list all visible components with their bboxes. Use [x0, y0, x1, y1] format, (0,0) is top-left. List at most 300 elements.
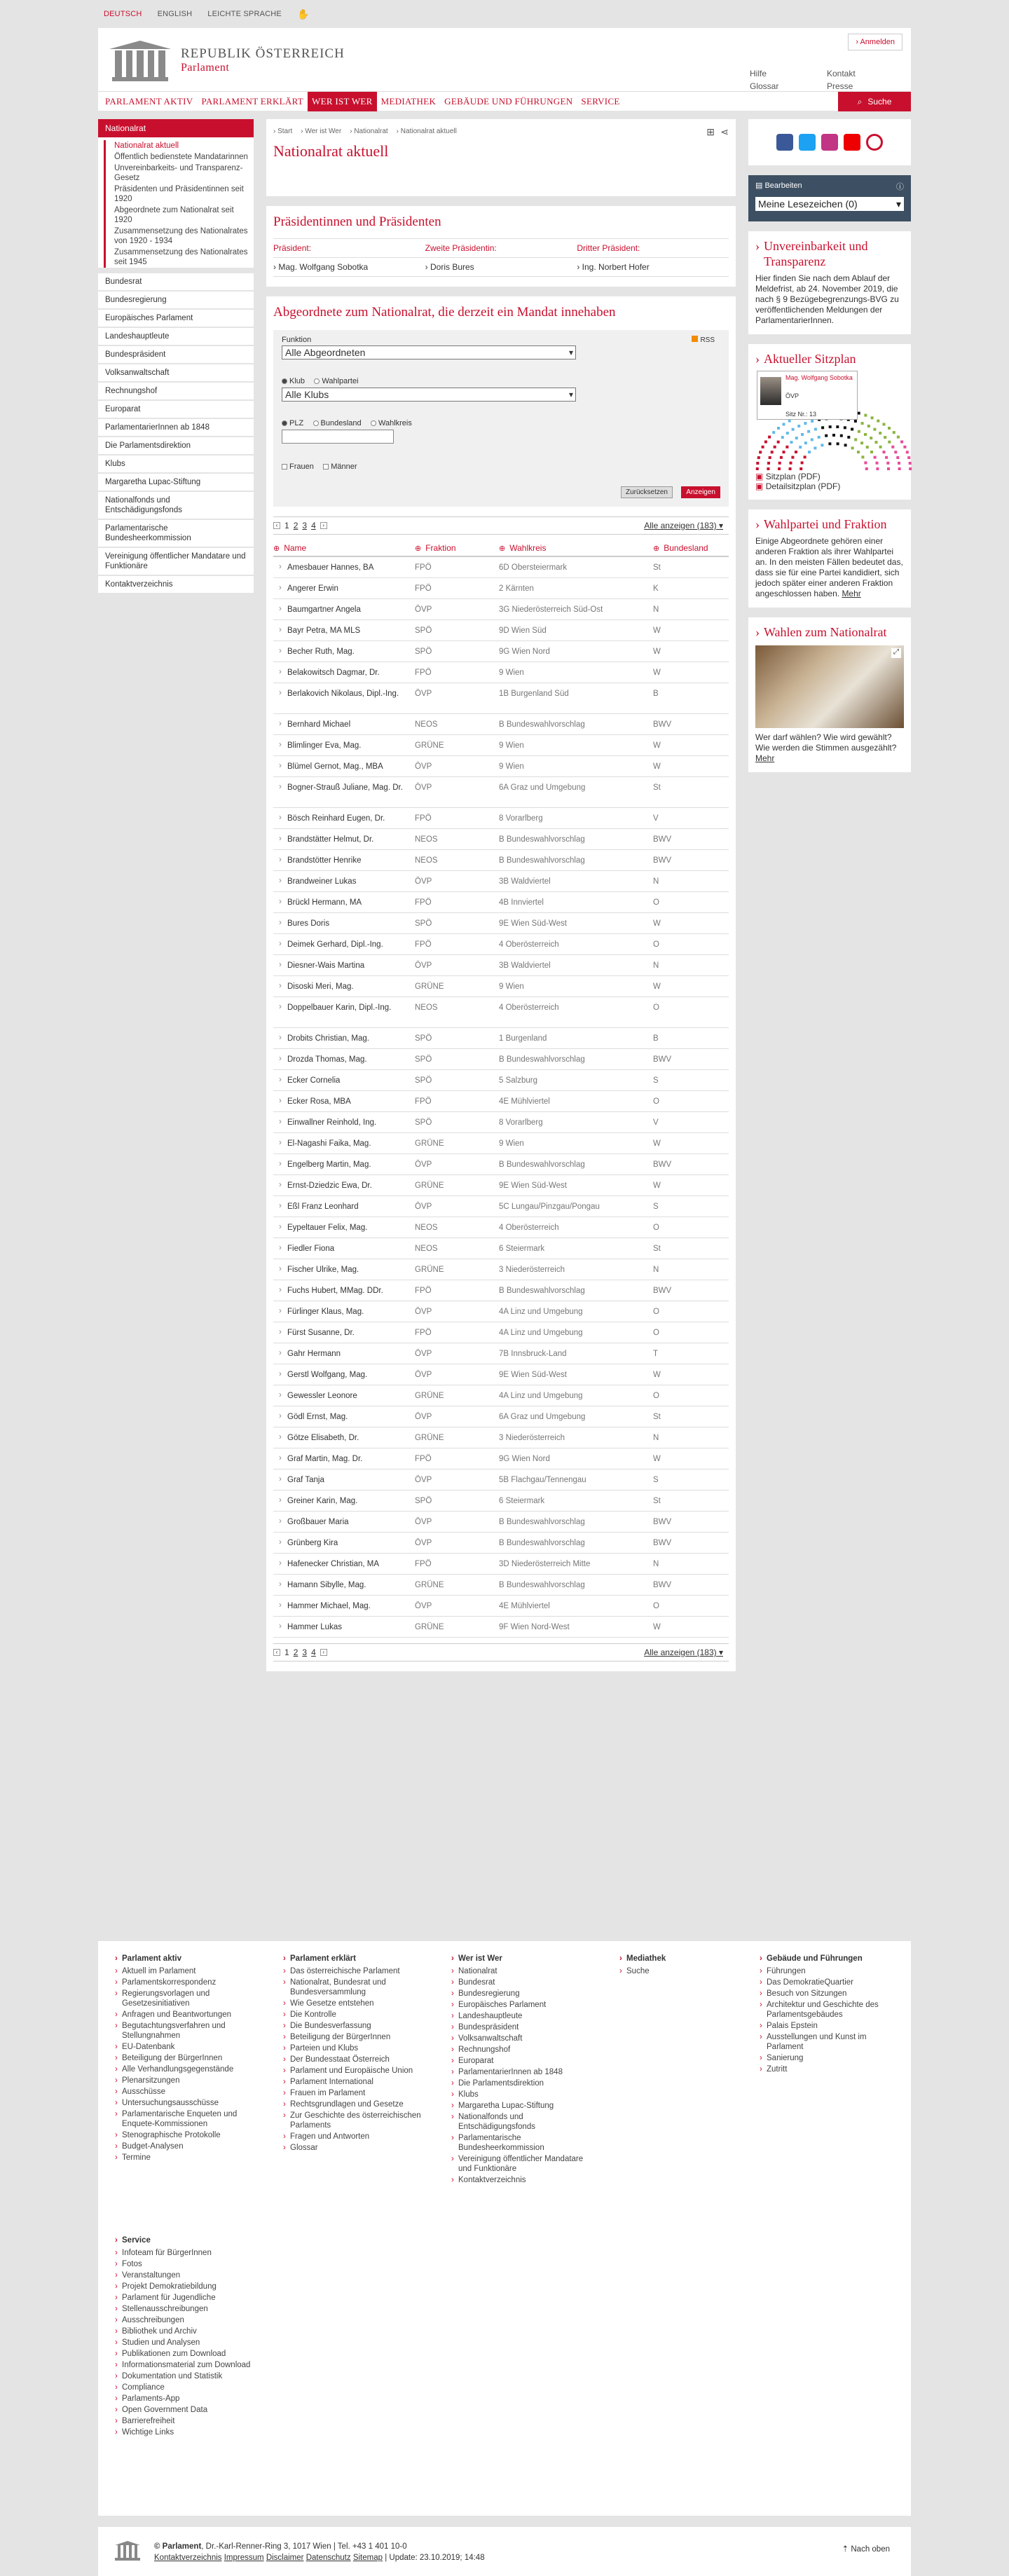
third-president-link[interactable]: › Ing. Norbert Hofer: [577, 262, 650, 272]
deputy-name[interactable]: › Graf Martin, Mag. Dr.: [273, 1454, 415, 1464]
table-row[interactable]: [273, 1617, 729, 1638]
youtube-icon[interactable]: [844, 134, 860, 151]
footer-col-heading[interactable]: › Parlament aktiv: [115, 1954, 255, 1964]
wahlpartei-more-link[interactable]: Mehr: [842, 589, 861, 598]
table-row[interactable]: [273, 1259, 729, 1280]
footer-link[interactable]: › Budget-Analysen: [115, 2142, 255, 2151]
table-row[interactable]: [273, 599, 729, 620]
sidebar: [98, 119, 254, 594]
table-row[interactable]: [273, 1469, 729, 1491]
reset-button[interactable]: Zurücksetzen: [621, 486, 673, 498]
footer-col-heading[interactable]: › Mediathek: [619, 1954, 760, 1964]
footer-link[interactable]: › Beteiligung der BürgerInnen: [283, 2032, 423, 2042]
table-row[interactable]: [273, 777, 729, 808]
sidebar-item-1[interactable]: Bundesregierung: [98, 292, 254, 310]
footer-link[interactable]: › Parlament International: [283, 2077, 423, 2087]
login-button[interactable]: › Anmelden: [848, 34, 902, 50]
deputy-name[interactable]: › Bures Doris: [273, 919, 415, 929]
deputy-name[interactable]: › Ecker Cornelia: [273, 1076, 415, 1085]
sidebar-item-7[interactable]: Europarat: [98, 401, 254, 419]
page-2[interactable]: 2: [293, 521, 298, 530]
lang-deutsch[interactable]: DEUTSCH: [104, 10, 142, 18]
footer-link[interactable]: › Kontaktverzeichnis: [451, 2175, 591, 2185]
table-row[interactable]: [273, 1406, 729, 1427]
footer-link[interactable]: › Aktuell im Parlament: [115, 1966, 255, 1976]
footer-col-heading[interactable]: › Parlament erklärt: [283, 1954, 423, 1964]
table-row[interactable]: [273, 714, 729, 735]
table-row[interactable]: [273, 997, 729, 1028]
deputy-name[interactable]: › Drobits Christian, Mag.: [273, 1034, 415, 1043]
bookmarks-select[interactable]: Meine Lesezeichen (0) ▾: [755, 197, 904, 211]
footer-link[interactable]: › Stenographische Protokolle: [115, 2130, 255, 2140]
table-row[interactable]: [273, 735, 729, 756]
crumb-2[interactable]: › Nationalrat: [350, 128, 388, 135]
sidebar-sub-4[interactable]: Abgeordnete zum Nationalrat seit 1920: [114, 206, 234, 224]
deputy-name[interactable]: › Götze Elisabeth, Dr.: [273, 1433, 415, 1443]
show-all-link[interactable]: Alle anzeigen (183) ▾: [644, 521, 723, 530]
table-row[interactable]: [273, 641, 729, 662]
footer-link[interactable]: › Europäisches Parlament: [451, 2000, 591, 2010]
deputy-name[interactable]: › Einwallner Reinhold, Ing.: [273, 1118, 415, 1128]
press-link[interactable]: Presse: [827, 81, 853, 91]
deputy-fraktion: ÖVP: [415, 1518, 432, 1526]
deputy-name[interactable]: › Brandstötter Henrike: [273, 856, 415, 865]
next-page-icon[interactable]: ›: [320, 1649, 327, 1656]
footer-link[interactable]: › ParlamentarierInnen ab 1848: [451, 2067, 591, 2077]
page-1[interactable]: 1: [284, 521, 289, 530]
table-row[interactable]: [273, 1575, 729, 1596]
footer-link[interactable]: › Zur Geschichte des österreichischen Parlaments: [283, 2111, 423, 2130]
klub-select[interactable]: Alle Klubs ▾: [282, 388, 576, 402]
footer-link[interactable]: › Stellenausschreibungen: [115, 2304, 269, 2314]
share-icon[interactable]: ⋖: [720, 126, 729, 137]
bottom-link-impressum[interactable]: Impressum: [224, 2554, 264, 2562]
wahlen-more-link[interactable]: Mehr: [755, 753, 775, 763]
deputy-bundesland: O: [653, 1392, 659, 1400]
page-4[interactable]: 4: [311, 1647, 316, 1657]
check-maenner[interactable]: Männer: [323, 463, 357, 471]
unvereinbarkeit-title[interactable]: › Unvereinbarkeit und Transparenz: [755, 238, 904, 269]
sitzplan-title[interactable]: › Aktueller Sitzplan: [755, 351, 904, 366]
footer-link[interactable]: › Begutachtungsverfahren und Stellungnahmen: [115, 2021, 255, 2041]
table-row[interactable]: [273, 1154, 729, 1175]
footer-link[interactable]: › Glossar: [283, 2143, 423, 2153]
detailsitzplan-pdf-link[interactable]: ▣ Detailsitzplan (PDF): [755, 481, 841, 491]
table-row[interactable]: [273, 1175, 729, 1196]
deputy-name[interactable]: › Brandstätter Helmut, Dr.: [273, 835, 415, 844]
footer-link[interactable]: › Wie Gesetze entstehen: [283, 1999, 423, 2008]
deputy-name[interactable]: › Gewessler Leonore: [273, 1391, 415, 1401]
footer-link[interactable]: › Plenarsitzungen: [115, 2076, 255, 2085]
table-row[interactable]: [273, 1554, 729, 1575]
footer-link[interactable]: › Ausstellungen und Kunst im Parlament: [760, 2032, 900, 2052]
deputy-name[interactable]: › Gahr Hermann: [273, 1349, 415, 1359]
col-bundesland[interactable]: ⊕ Bundesland: [653, 543, 730, 553]
deputy-name[interactable]: › Hammer Lukas: [273, 1622, 415, 1632]
sidebar-item-11[interactable]: Margaretha Lupac-Stiftung: [98, 474, 254, 492]
plz-input[interactable]: [282, 430, 394, 444]
sidebar-sub-6[interactable]: Zusammensetzung des Nationalrates seit 1945: [114, 248, 248, 266]
footer-link[interactable]: › Parlament und Europäische Union: [283, 2066, 423, 2076]
deputy-name[interactable]: › Fuchs Hubert, MMag. DDr.: [273, 1286, 415, 1296]
footer-link[interactable]: › Frauen im Parlament: [283, 2088, 423, 2098]
deputy-name[interactable]: › Blümel Gernot, Mag., MBA: [273, 762, 415, 772]
deputy-name[interactable]: › Fischer Ulrike, Mag.: [273, 1265, 415, 1275]
footer-link[interactable]: › Parlaments-App: [115, 2394, 269, 2404]
table-row[interactable]: [273, 913, 729, 934]
sidebar-item-0[interactable]: Bundesrat: [98, 273, 254, 292]
footer-link[interactable]: › Der Bundesstaat Österreich: [283, 2055, 423, 2064]
deputy-name[interactable]: › Deimek Gerhard, Dipl.-Ing.: [273, 940, 415, 950]
table-row[interactable]: [273, 1343, 729, 1364]
table-row[interactable]: [273, 955, 729, 976]
footer-link[interactable]: › Open Government Data: [115, 2405, 269, 2415]
table-row[interactable]: [273, 1322, 729, 1343]
deputy-name[interactable]: › Ernst-Dziedzic Ewa, Dr.: [273, 1181, 415, 1191]
radio-bundesland[interactable]: Bundesland: [313, 419, 362, 427]
deputy-name[interactable]: › Gödl Ernst, Mag.: [273, 1412, 415, 1422]
nav-parlament-erklaert[interactable]: PARLAMENT ERKLÄRT: [201, 95, 304, 107]
page-1[interactable]: 1: [284, 1647, 289, 1657]
radio-klub[interactable]: Klub: [282, 377, 305, 385]
contact-link[interactable]: Kontakt: [827, 69, 856, 78]
table-row[interactable]: [273, 976, 729, 997]
footer-link[interactable]: › Compliance: [115, 2383, 269, 2392]
deputy-name[interactable]: › Brückl Hermann, MA: [273, 898, 415, 907]
footer-link[interactable]: › Termine: [115, 2153, 255, 2163]
table-row[interactable]: [273, 1448, 729, 1469]
radio-wahlkreis[interactable]: Wahlkreis: [371, 419, 412, 427]
footer-link[interactable]: › Parlamentarische Bundesheerkommission: [451, 2133, 591, 2153]
deputy-name[interactable]: › Bayr Petra, MA MLS: [273, 626, 415, 636]
sitzplan-image[interactable]: [755, 371, 904, 469]
table-row[interactable]: [273, 1280, 729, 1301]
table-row[interactable]: [273, 1112, 729, 1133]
footer-link[interactable]: › Bundespräsident: [451, 2022, 591, 2032]
deputy-name[interactable]: › El-Nagashi Faika, Mag.: [273, 1139, 415, 1149]
search-button[interactable]: ⌕ Suche: [838, 92, 911, 111]
footer-link[interactable]: › EU-Datenbank: [115, 2042, 255, 2052]
footer-link[interactable]: › Parlamentarische Enqueten und Enquete-Kommissionen: [115, 2109, 255, 2129]
sidebar-item-12[interactable]: Nationalfonds und Entschädigungsfonds: [98, 492, 254, 520]
deputy-name[interactable]: › Doppelbauer Karin, Dipl.-Ing.: [273, 1003, 415, 1022]
info-icon[interactable]: ⓘ: [896, 183, 904, 191]
footer-link[interactable]: › Margaretha Lupac-Stiftung: [451, 2101, 591, 2111]
sidebar-item-9[interactable]: Die Parlamentsdirektion: [98, 437, 254, 455]
table-row[interactable]: [273, 1491, 729, 1512]
footer-link[interactable]: › Die Parlamentsdirektion: [451, 2078, 591, 2088]
footer-link[interactable]: › Ausschreibungen: [115, 2315, 269, 2325]
deputy-name[interactable]: › Greiner Karin, Mag.: [273, 1496, 415, 1506]
sidebar-item-4[interactable]: Bundespräsident: [98, 346, 254, 364]
footer-link[interactable]: › Palais Epstein: [760, 2021, 900, 2031]
footer-link[interactable]: › Vereinigung öffentlicher Mandatare und Funktionäre: [451, 2154, 591, 2174]
bottom-link-datenschutz[interactable]: Datenschutz: [306, 2554, 351, 2562]
president-link[interactable]: › Mag. Wolfgang Sobotka: [273, 262, 369, 272]
crumb-0[interactable]: › Start: [273, 128, 293, 135]
sidebar-item-15[interactable]: Kontaktverzeichnis: [98, 576, 254, 594]
rss-link[interactable]: RSS: [692, 336, 715, 344]
footer-link[interactable]: › Parlament für Jugendliche: [115, 2293, 269, 2303]
footer-link[interactable]: › Besuch von Sitzungen: [760, 1989, 900, 1999]
footer-link[interactable]: › Bundesrat: [451, 1978, 591, 1987]
footer-link[interactable]: › Parlamentskorrespondenz: [115, 1978, 255, 1987]
facebook-icon[interactable]: [776, 134, 793, 151]
wahlen-title[interactable]: › Wahlen zum Nationalrat: [755, 624, 904, 640]
newsletter-icon[interactable]: [866, 134, 883, 151]
deputy-name[interactable]: › Diesner-Wais Martina: [273, 961, 415, 971]
footer-link[interactable]: › Informationsmaterial zum Download: [115, 2360, 269, 2370]
update-info: | Update: 23.10.2019; 14:48: [385, 2554, 485, 2562]
sidebar-sub-2[interactable]: Unvereinbarkeits- und Transparenz-Gesetz: [114, 164, 243, 182]
table-row[interactable]: [273, 756, 729, 777]
footer-link[interactable]: › Die Bundesverfassung: [283, 2021, 423, 2031]
footer-link[interactable]: › Landeshauptleute: [451, 2011, 591, 2021]
deputy-name[interactable]: › Grünberg Kira: [273, 1538, 415, 1548]
footer-link[interactable]: › Dokumentation und Statistik: [115, 2371, 269, 2381]
deputy-name[interactable]: › Blimlinger Eva, Mag.: [273, 741, 415, 751]
deputy-wahlkreis: 4A Linz und Umgebung: [499, 1392, 583, 1400]
deputy-name[interactable]: › Eypeltauer Felix, Mag.: [273, 1223, 415, 1233]
footer-link[interactable]: › Architektur und Geschichte des Parlamentsgebäudes: [760, 2000, 900, 2020]
deputy-fraktion: FPÖ: [415, 1287, 432, 1295]
col-fraktion[interactable]: ⊕ Fraktion: [415, 543, 499, 553]
footer-link[interactable]: › Barrierefreiheit: [115, 2416, 269, 2426]
deputy-name[interactable]: › Gerstl Wolfgang, Mag.: [273, 1370, 415, 1380]
deputy-name[interactable]: › Belakowitsch Dagmar, Dr.: [273, 668, 415, 678]
footer-link[interactable]: › Das DemokratieQuartier: [760, 1978, 900, 1987]
sidebar-sub-5[interactable]: Zusammensetzung des Nationalrates von 1920 - 1934: [114, 227, 248, 245]
footer-link[interactable]: › Rechtsgrundlagen und Gesetze: [283, 2099, 423, 2109]
seat: [837, 442, 839, 445]
footer-link[interactable]: › Nationalfonds und Entschädigungsfonds: [451, 2112, 591, 2132]
footer-link[interactable]: › Publikationen zum Download: [115, 2349, 269, 2359]
deputy-name[interactable]: › Baumgartner Angela: [273, 605, 415, 615]
deputy-name[interactable]: › Angerer Erwin: [273, 584, 415, 594]
table-row[interactable]: [273, 892, 729, 913]
zoom-icon[interactable]: ⤢: [891, 648, 901, 658]
footer-col-heading[interactable]: › Gebäude und Führungen: [760, 1954, 900, 1964]
footer-link[interactable]: › Ausschüsse: [115, 2087, 255, 2097]
table-row[interactable]: [273, 1091, 729, 1112]
deputy-name[interactable]: › Bernhard Michael: [273, 720, 415, 729]
deputy-name[interactable]: › Bösch Reinhard Eugen, Dr.: [273, 814, 415, 823]
col-wahlkreis[interactable]: ⊕ Wahlkreis: [499, 543, 653, 553]
sidebar-item-8[interactable]: ParlamentarierInnen ab 1848: [98, 419, 254, 437]
footer-link[interactable]: › Europarat: [451, 2056, 591, 2066]
table-row[interactable]: [273, 871, 729, 892]
sitzplan-pdf-link[interactable]: ▣ Sitzplan (PDF): [755, 472, 821, 481]
footer-link[interactable]: › Sanierung: [760, 2053, 900, 2063]
lang-leichte-sprache[interactable]: LEICHTE SPRACHE: [207, 10, 282, 18]
deputy-name[interactable]: › Fiedler Fiona: [273, 1244, 415, 1254]
second-president-link[interactable]: › Doris Bures: [425, 262, 474, 272]
footer-col-heading[interactable]: › Wer ist Wer: [451, 1954, 591, 1964]
crumb-1[interactable]: › Wer ist Wer: [301, 128, 342, 135]
table-row[interactable]: [273, 1385, 729, 1406]
sidebar-item-3[interactable]: Landeshauptleute: [98, 328, 254, 346]
deputy-wahlkreis: 4A Linz und Umgebung: [499, 1329, 583, 1337]
footer-link[interactable]: › Die Kontrolle: [283, 2010, 423, 2020]
nav-parlament-aktiv[interactable]: PARLAMENT AKTIV: [105, 95, 193, 107]
bottom-link-kontakt[interactable]: Kontaktverzeichnis: [154, 2554, 222, 2562]
table-row[interactable]: [273, 1596, 729, 1617]
arrow-up-icon: ⇡: [842, 2545, 849, 2554]
deputy-name[interactable]: › Berlakovich Nikolaus, Dipl.-Ing.: [273, 689, 415, 708]
page-3[interactable]: 3: [302, 1647, 308, 1657]
sidebar-item-13[interactable]: Parlamentarische Bundesheerkommission: [98, 520, 254, 548]
deputy-name[interactable]: › Engelberg Martin, Mag.: [273, 1160, 415, 1170]
table-row[interactable]: [273, 1196, 729, 1217]
deputy-name[interactable]: › Amesbauer Hannes, BA: [273, 563, 415, 573]
deputy-name[interactable]: › Ecker Rosa, MBA: [273, 1097, 415, 1107]
sidebar-item-14[interactable]: Vereinigung öffentlicher Mandatare und Funktionäre: [98, 548, 254, 576]
deputy-fraktion: FPÖ: [415, 814, 432, 823]
deputy-bundesland: S: [653, 1476, 659, 1484]
nav-gebaeude[interactable]: GEBÄUDE UND FÜHRUNGEN: [444, 95, 573, 107]
deputy-name[interactable]: › Bogner-Strauß Juliane, Mag. Dr.: [273, 783, 415, 802]
footer-link[interactable]: › Zutritt: [760, 2064, 900, 2074]
deputy-name[interactable]: › Fürst Susanne, Dr.: [273, 1328, 415, 1338]
glossary-link[interactable]: Glossar: [750, 81, 779, 91]
footer-link[interactable]: › Untersuchungsausschüsse: [115, 2098, 255, 2108]
table-row[interactable]: [273, 662, 729, 683]
page-2[interactable]: 2: [293, 1647, 298, 1657]
prev-page-icon[interactable]: ‹: [273, 522, 280, 529]
help-link[interactable]: Hilfe: [750, 69, 767, 78]
table-row[interactable]: [273, 850, 729, 871]
table-row[interactable]: [273, 829, 729, 850]
sidebar-item-2[interactable]: Europäisches Parlament: [98, 310, 254, 328]
footer-link[interactable]: › Nationalrat, Bundesrat und Bundesversammlung: [283, 1978, 423, 1997]
nav-service[interactable]: SERVICE: [581, 95, 620, 107]
table-row[interactable]: [273, 1238, 729, 1259]
twitter-icon[interactable]: [799, 134, 816, 151]
footer-link[interactable]: › Veranstaltungen: [115, 2270, 269, 2280]
footer-col-heading[interactable]: › Service: [115, 2235, 269, 2245]
page-3[interactable]: 3: [302, 521, 308, 530]
bearbeiten-label[interactable]: Bearbeiten: [764, 181, 802, 190]
seat: [864, 414, 867, 417]
deputy-name[interactable]: › Disoski Meri, Mag.: [273, 982, 415, 992]
footer-link[interactable]: › Klubs: [451, 2090, 591, 2099]
radio-wahlpartei[interactable]: Wahlpartei: [314, 377, 358, 385]
table-row[interactable]: [273, 1070, 729, 1091]
col-name[interactable]: ⊕ Name: [273, 543, 415, 553]
table-row[interactable]: [273, 934, 729, 955]
table-row[interactable]: [273, 1364, 729, 1385]
sidebar-item-6[interactable]: Rechnungshof: [98, 383, 254, 401]
table-row[interactable]: [273, 683, 729, 714]
ballot-image[interactable]: [755, 645, 904, 728]
footer-link[interactable]: › Nationalrat: [451, 1966, 591, 1976]
footer-link[interactable]: › Rechnungshof: [451, 2045, 591, 2055]
radio-plz[interactable]: PLZ: [282, 419, 303, 427]
table-row[interactable]: [273, 1427, 729, 1448]
check-frauen[interactable]: Frauen: [282, 463, 314, 471]
table-row[interactable]: [273, 1049, 729, 1070]
table-row[interactable]: [273, 1028, 729, 1049]
deputy-name[interactable]: › Drozda Thomas, Mag.: [273, 1055, 415, 1064]
bottom-link-disclaimer[interactable]: Disclaimer: [266, 2554, 304, 2562]
deputy-name[interactable]: › Brandweiner Lukas: [273, 877, 415, 886]
wahlpartei-title[interactable]: › Wahlpartei und Fraktion: [755, 516, 904, 532]
sidebar-head-nationalrat[interactable]: Nationalrat: [98, 119, 254, 137]
footer-link[interactable]: › Anfragen und Beantwortungen: [115, 2010, 255, 2020]
deputy-name[interactable]: › Becher Ruth, Mag.: [273, 647, 415, 657]
show-button[interactable]: Anzeigen: [681, 486, 720, 498]
footer-link[interactable]: › Bibliothek und Archiv: [115, 2327, 269, 2336]
table-row[interactable]: [273, 557, 729, 578]
footer-link[interactable]: › Fotos: [115, 2259, 269, 2269]
prev-page-icon[interactable]: ‹: [273, 1649, 280, 1656]
deputy-name[interactable]: › Fürlinger Klaus, Mag.: [273, 1307, 415, 1317]
footer-link[interactable]: › Das österreichische Parlament: [283, 1966, 423, 1976]
sidebar-item-10[interactable]: Klubs: [98, 455, 254, 474]
footer-link[interactable]: › Regierungsvorlagen und Gesetzesinitiativen: [115, 1989, 255, 2008]
nav-wer-ist-wer[interactable]: WER IST WER: [308, 92, 377, 111]
table-row[interactable]: [273, 620, 729, 641]
bottom-link-sitemap[interactable]: Sitemap: [352, 2554, 383, 2562]
deputy-name[interactable]: › Hafenecker Christian, MA: [273, 1559, 415, 1569]
funktion-select[interactable]: Alle Abgeordneten ▾: [282, 345, 576, 359]
footer-link[interactable]: › Infoteam für BürgerInnen: [115, 2248, 269, 2258]
table-row[interactable]: [273, 1133, 729, 1154]
sidebar-sub-0[interactable]: Nationalrat aktuell: [114, 142, 179, 150]
footer-link[interactable]: › Studien und Analysen: [115, 2338, 269, 2348]
next-page-icon[interactable]: ›: [320, 522, 327, 529]
deputy-name[interactable]: › Hammer Michael, Mag.: [273, 1601, 415, 1611]
footer-link[interactable]: › Volksanwaltschaft: [451, 2034, 591, 2043]
footer-link[interactable]: › Suche: [619, 1966, 760, 1976]
right-column: [748, 119, 911, 772]
deputy-name[interactable]: › Hamann Sibylle, Mag.: [273, 1580, 415, 1590]
table-row[interactable]: [273, 1217, 729, 1238]
footer-link[interactable]: › Alle Verhandlungsgegenstände: [115, 2064, 255, 2074]
lang-english[interactable]: ENGLISH: [157, 10, 193, 18]
sidebar-item-5[interactable]: Volksanwaltschaft: [98, 364, 254, 383]
deputy-name[interactable]: › Eßl Franz Leonhard: [273, 1202, 415, 1212]
table-row[interactable]: [273, 1301, 729, 1322]
show-all-link[interactable]: Alle anzeigen (183) ▾: [644, 1647, 723, 1657]
footer-link[interactable]: › Bundesregierung: [451, 1989, 591, 1999]
table-row[interactable]: [273, 578, 729, 599]
footer-link[interactable]: › Fragen und Antworten: [283, 2132, 423, 2142]
footer-link[interactable]: › Projekt Demokratiebildung: [115, 2282, 269, 2291]
deputy-fraktion: FPÖ: [415, 940, 432, 949]
sidebar-sub-1[interactable]: Öffentlich bedienstete Mandatarinnen: [114, 153, 248, 161]
deputy-fraktion: FPÖ: [415, 1455, 432, 1463]
page-4[interactable]: 4: [311, 521, 316, 530]
instagram-icon[interactable]: [821, 134, 838, 151]
footer-link[interactable]: › Führungen: [760, 1966, 900, 1976]
deputy-fraktion: SPÖ: [415, 1034, 432, 1043]
nav-mediathek[interactable]: MEDIATHEK: [380, 95, 437, 107]
deputy-name[interactable]: › Graf Tanja: [273, 1475, 415, 1485]
sign-language-icon[interactable]: ✋: [296, 8, 310, 20]
footer-link[interactable]: › Parteien und Klubs: [283, 2043, 423, 2053]
table-row[interactable]: [273, 808, 729, 829]
table-row[interactable]: [273, 1533, 729, 1554]
footer-link[interactable]: › Wichtige Links: [115, 2427, 269, 2437]
footer-link[interactable]: › Beteiligung der BürgerInnen: [115, 2053, 255, 2063]
table-row[interactable]: [273, 1512, 729, 1533]
bookmark-icon[interactable]: ⊞: [706, 126, 715, 137]
back-to-top[interactable]: ⇡ Nach oben: [842, 2545, 890, 2554]
sidebar-sub-3[interactable]: Präsidenten und Präsidentinnen seit 1920: [114, 185, 244, 203]
logo[interactable]: [108, 38, 345, 83]
deputy-name[interactable]: › Großbauer Maria: [273, 1517, 415, 1527]
